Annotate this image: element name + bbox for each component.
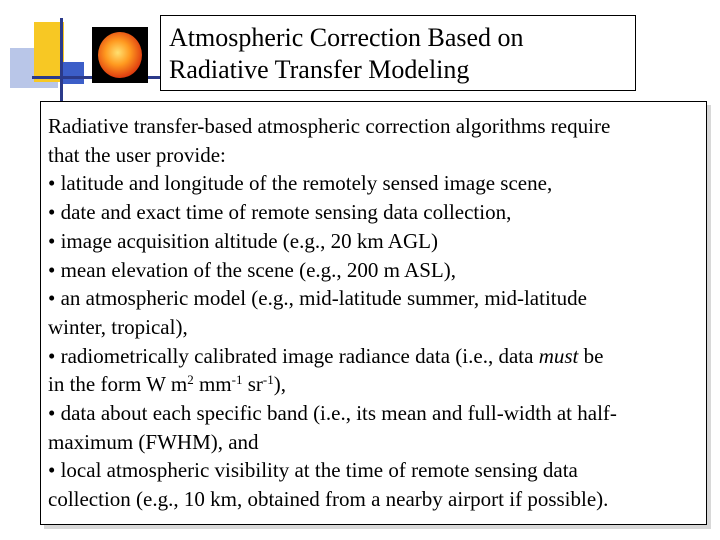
body-box-shadow-bottom [44,525,711,529]
bullet-date-time: • date and exact time of remote sensing data collection, [48,200,512,225]
bullet-atmos-model-line-2: winter, tropical), [48,314,188,339]
bullet-visibility-line-2: collection (e.g., 10 km, obtained from a nearby airport if possible). [48,487,609,512]
bullet-band-line-1: • data about each specific band (i.e., its mean and full-width at half- [48,401,617,426]
sun-image [92,27,148,83]
slide-title [160,15,636,91]
units-text-c: mm [193,372,232,397]
units-sup-2: -1 [231,372,243,388]
bullet-elevation: • mean elevation of the scene (e.g., 200 m ASL), [48,257,456,282]
bullet-visibility-line-1: • local atmospheric visibility at the time of remote sensing data [48,458,578,483]
bullet-radiance-line-2 [48,370,699,399]
radiance-text-a: • radiometrically calibrated image radiance data (i.e., data [48,343,539,368]
units-text-e: sr [242,372,263,397]
slide-body [40,101,707,525]
title-line-1: Atmospheric Correction Based on [169,23,524,52]
units-text-g: ), [273,372,286,397]
units-sup-1: 2 [187,372,194,388]
bullet-atmos-model-line-1: • an atmospheric model (e.g., mid-latitude summer, mid-latitude [48,286,587,311]
body-box-shadow-right [707,105,711,529]
decorative-corner-graphic [0,0,170,110]
bullet-altitude: • image acquisition altitude (e.g., 20 km AGL) [48,228,438,253]
units-text-a: in the form W m [48,372,188,397]
decorative-vertical-line [60,18,63,108]
radiance-emphasis: must [538,343,579,368]
sun-icon [98,32,142,78]
decorative-dark-blue-square [62,62,84,84]
radiance-text-c: be [578,343,604,368]
bullet-radiance-line-1 [48,342,699,371]
intro-line-2: that the user provide: [48,142,226,167]
bullet-band-line-2: maximum (FWHM), and [48,429,259,454]
units-sup-3: -1 [262,372,274,388]
title-line-2: Radiative Transfer Modeling [169,55,470,84]
bullet-lat-long: • latitude and longitude of the remotely sensed image scene, [48,171,553,196]
intro-line-1: Radiative transfer-based atmospheric correction algorithms require [48,114,611,138]
